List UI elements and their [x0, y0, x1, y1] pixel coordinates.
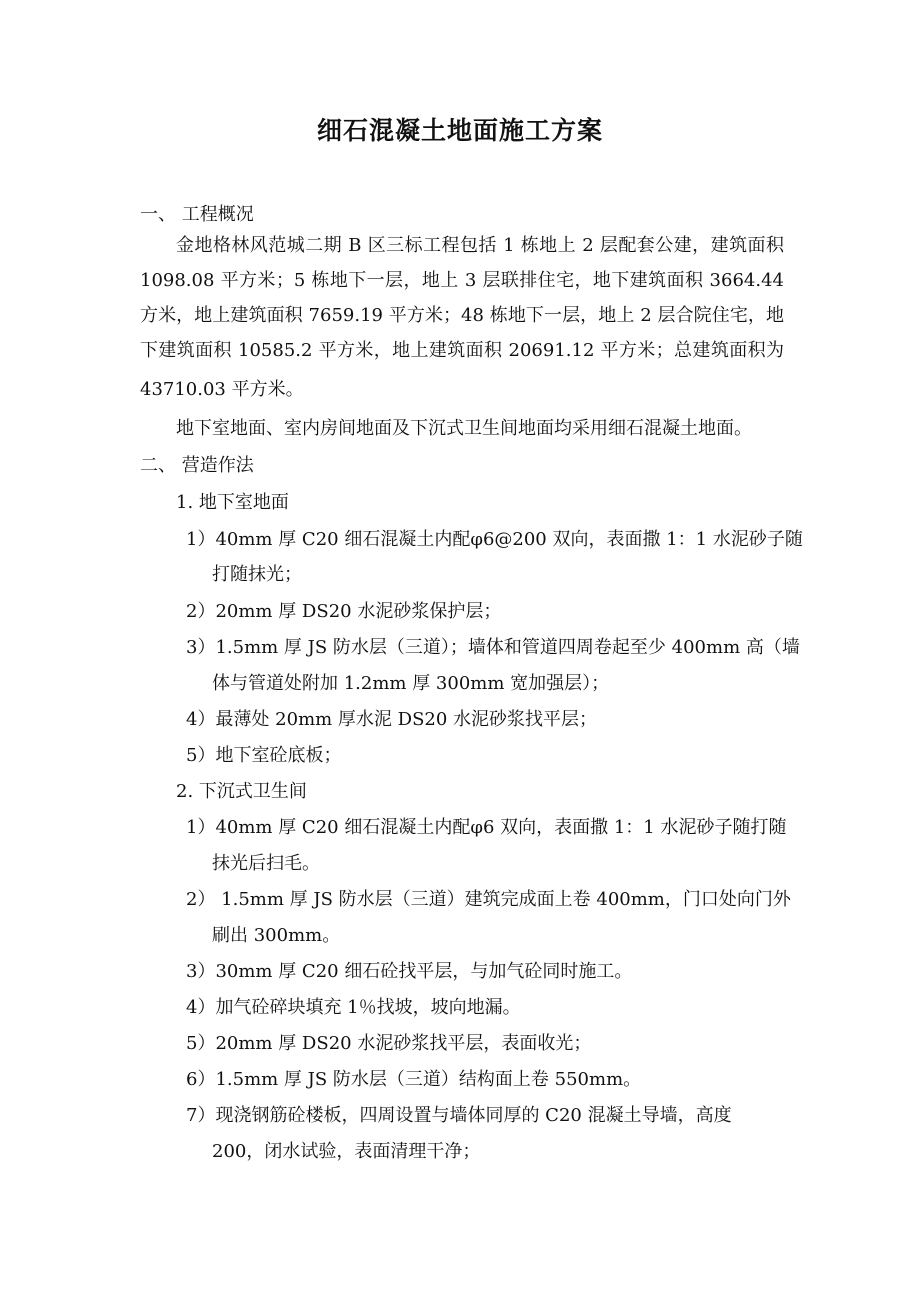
list-item-continuation: 抹光后扫毛。 [212, 853, 320, 874]
list-item-continuation: 打随抹光； [212, 564, 302, 585]
list-item: 5）地下室砼底板； [186, 745, 342, 766]
paragraph-line: 1098.08 平方米；5 栋地下一层，地上 3 层联排住宅，地下建筑面积 3664.44 [140, 270, 784, 291]
subsection-heading-basement: 1. 地下室地面 [176, 492, 289, 513]
list-item: 4）加气砼碎块填充 1％找坡，坡向地漏。 [186, 997, 521, 1018]
list-item: 6）1.5mm 厚 JS 防水层（三道）结构面上卷 550mm。 [186, 1069, 642, 1090]
page-title: 细石混凝土地面施工方案 [316, 116, 603, 145]
list-item: 4）最薄处 20mm 厚水泥 DS20 水泥砂浆找平层； [186, 709, 598, 730]
list-item: 3）30mm 厚 C20 细石砼找平层，与加气砼同时施工。 [186, 961, 633, 982]
list-item: 1）40mm 厚 C20 细石混凝土内配φ6 双向，表面撒 1：1 水泥砂子随打随 [186, 817, 787, 838]
section-heading-method: 二、 营造作法 [140, 455, 254, 476]
section-heading-overview: 一、 工程概况 [140, 204, 254, 225]
overview-paragraph [140, 233, 784, 364]
list-item: 7）现浇钢筋砼楼板，四周设置与墙体同厚的 C20 混凝土导墙，高度 [186, 1105, 732, 1126]
list-item: 3）1.5mm 厚 JS 防水层（三道）；墙体和管道四周卷起至少 400mm 高（墙 [186, 637, 800, 658]
subsection-heading-bathroom: 2. 下沉式卫生间 [176, 781, 307, 802]
paragraph-line: 金地格林风范城二期 B 区三标工程包括 1 栋地上 2 层配套公建，建筑面积 [176, 235, 784, 256]
paragraph-line: 方米，地上建筑面积 7659.19 平方米；48 栋地下一层，地上 2 层合院住宅，地 [140, 305, 784, 326]
paragraph-line: 43710.03 平方米。 [140, 379, 304, 400]
list-item: 2） 1.5mm 厚 JS 防水层（三道）建筑完成面上卷 400mm，门口处向门外 [186, 889, 791, 910]
scope-paragraph: 地下室地面、室内房间地面及下沉式卫生间地面均采用细石混凝土地面。 [176, 418, 752, 439]
list-item-continuation: 200，闭水试验，表面清理干净； [212, 1141, 481, 1162]
list-item-continuation: 体与管道处附加 1.2mm 厚 300mm 宽加强层）； [212, 673, 610, 694]
list-item: 2）20mm 厚 DS20 水泥砂浆保护层； [186, 601, 502, 622]
list-item: 1）40mm 厚 C20 细石混凝土内配φ6@200 双向，表面撒 1：1 水泥砂子随 [186, 529, 803, 550]
paragraph-line: 下建筑面积 10585.2 平方米，地上建筑面积 20691.12 平方米；总建筑面积为 [140, 340, 784, 361]
list-item-continuation: 刷出 300mm。 [212, 925, 341, 946]
list-item: 5）20mm 厚 DS20 水泥砂浆找平层，表面收光； [186, 1033, 592, 1054]
